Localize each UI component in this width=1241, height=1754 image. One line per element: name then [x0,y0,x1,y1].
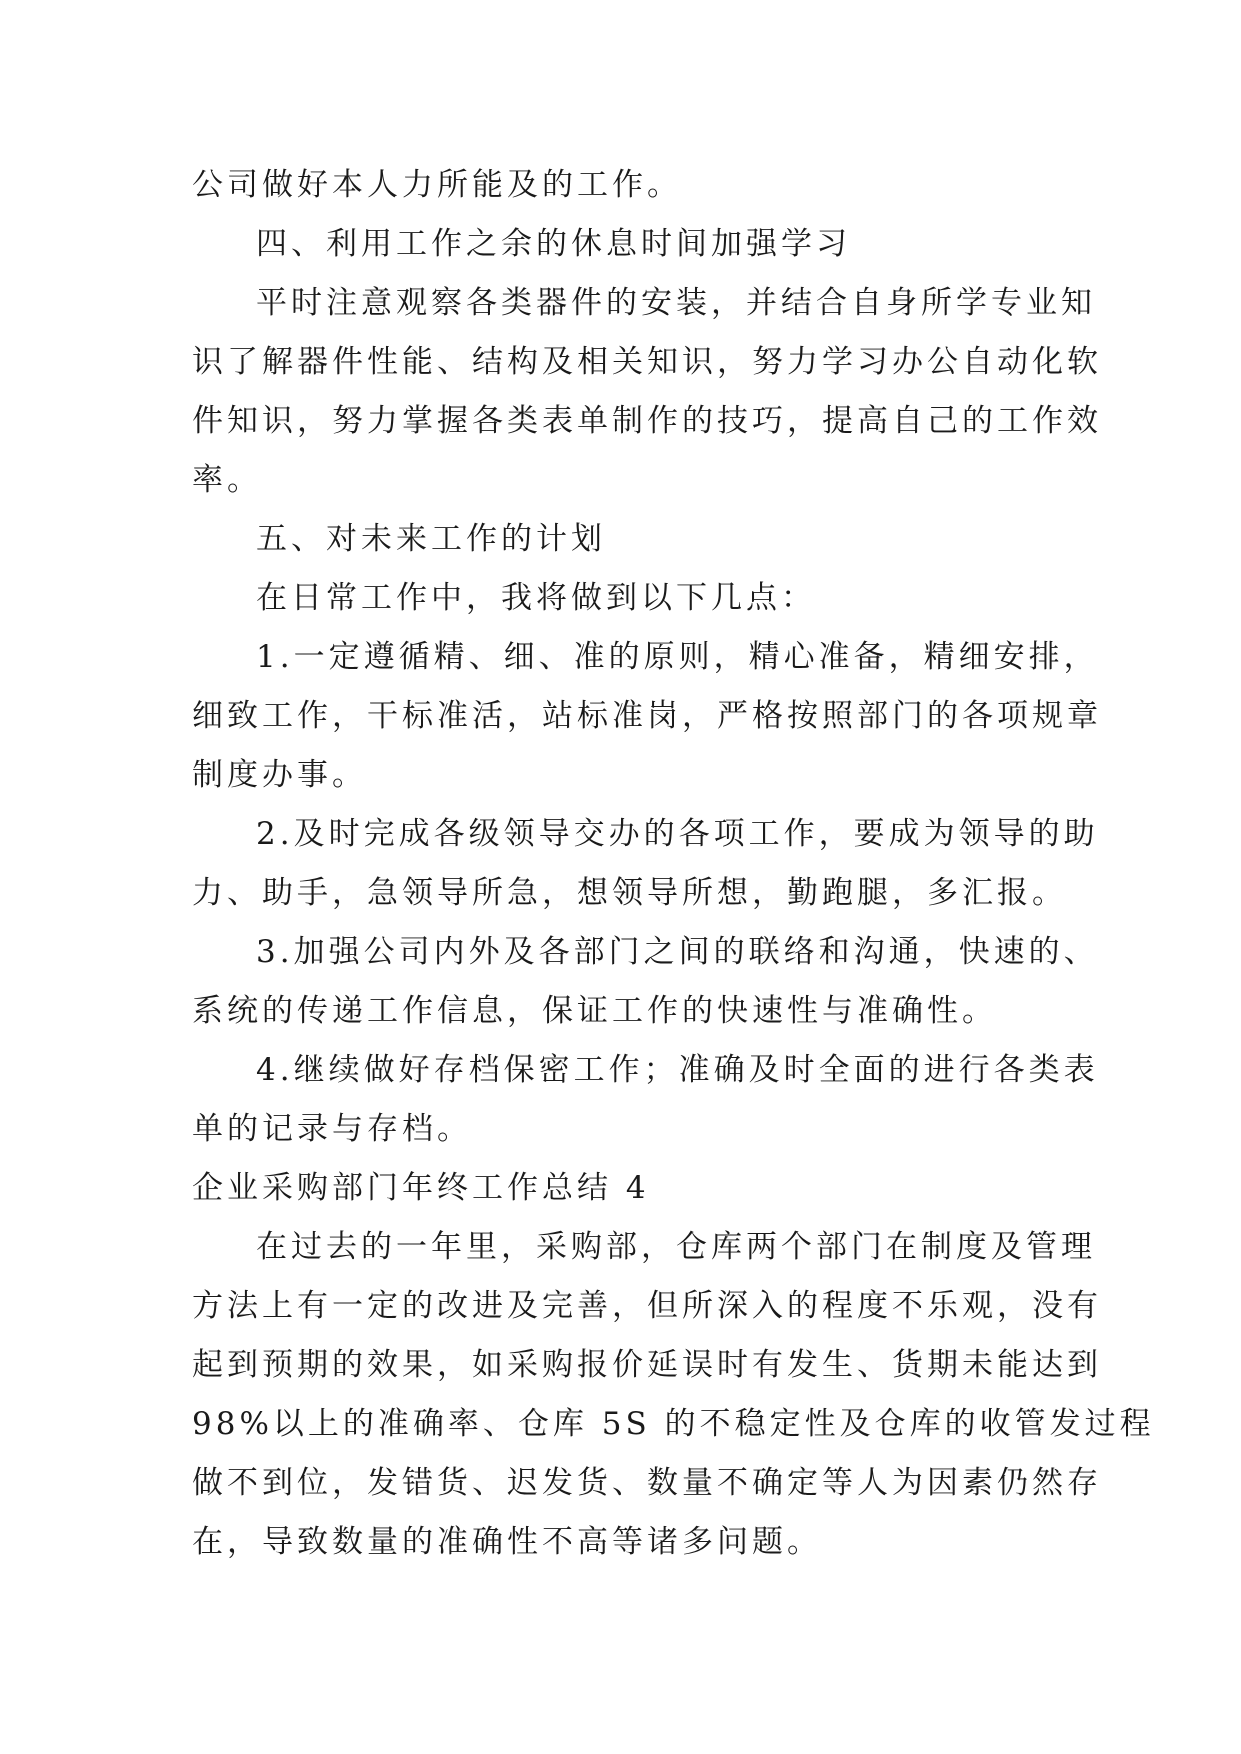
paragraph-line: 识了解器件性能、结构及相关知识，努力学习办公自动化软 [192,344,1102,380]
paragraph-line: 在过去的一年里，采购部，仓库两个部门在制度及管理 [256,1229,1096,1265]
paragraph-line: 率。 [192,462,262,498]
paragraph-line: 方法上有一定的改进及完善，但所深入的程度不乐观，没有 [192,1288,1102,1324]
paragraph-line: 细致工作，干标准活，站标准岗，严格按照部门的各项规章 [192,698,1102,734]
paragraph-line: 系统的传递工作信息，保证工作的快速性与准确性。 [192,993,997,1029]
paragraph-line: 在，导致数量的准确性不高等诸多问题。 [192,1524,822,1560]
list-item-2: 2.及时完成各级领导交办的各项工作，要成为领导的助 [256,816,1099,852]
paragraph-line: 力、助手，急领导所急，想领导所想，勤跑腿，多汇报。 [192,875,1067,911]
paragraph-line: 单的记录与存档。 [192,1111,472,1147]
paragraph-line: 做不到位，发错货、迟发货、数量不确定等人为因素仍然存 [192,1465,1102,1501]
section-heading-five: 五、对未来工作的计划 [256,521,606,557]
document-title: 企业采购部门年终工作总结 4 [192,1170,650,1206]
paragraph-line: 公司做好本人力所能及的工作。 [192,167,682,203]
document-body [192,156,1155,1572]
paragraph-line: 件知识，努力掌握各类表单制作的技巧，提高自己的工作效 [192,403,1102,439]
paragraph-line: 98%以上的准确率、仓库 5S 的不稳定性及仓库的收管发过程 [192,1406,1155,1442]
paragraph-line: 制度办事。 [192,757,367,793]
list-item-3: 3.加强公司内外及各部门之间的联络和沟通，快速的、 [256,934,1099,970]
list-item-4: 4.继续做好存档保密工作；准确及时全面的进行各类表 [256,1052,1099,1088]
section-heading-four: 四、利用工作之余的休息时间加强学习 [256,226,851,262]
paragraph-line: 起到预期的效果，如采购报价延误时有发生、货期未能达到 [192,1347,1102,1383]
paragraph-line: 平时注意观察各类器件的安装，并结合自身所学专业知 [256,285,1096,321]
list-item-1: 1.一定遵循精、细、准的原则，精心准备，精细安排， [256,639,1099,675]
paragraph-line: 在日常工作中，我将做到以下几点： [256,580,816,616]
